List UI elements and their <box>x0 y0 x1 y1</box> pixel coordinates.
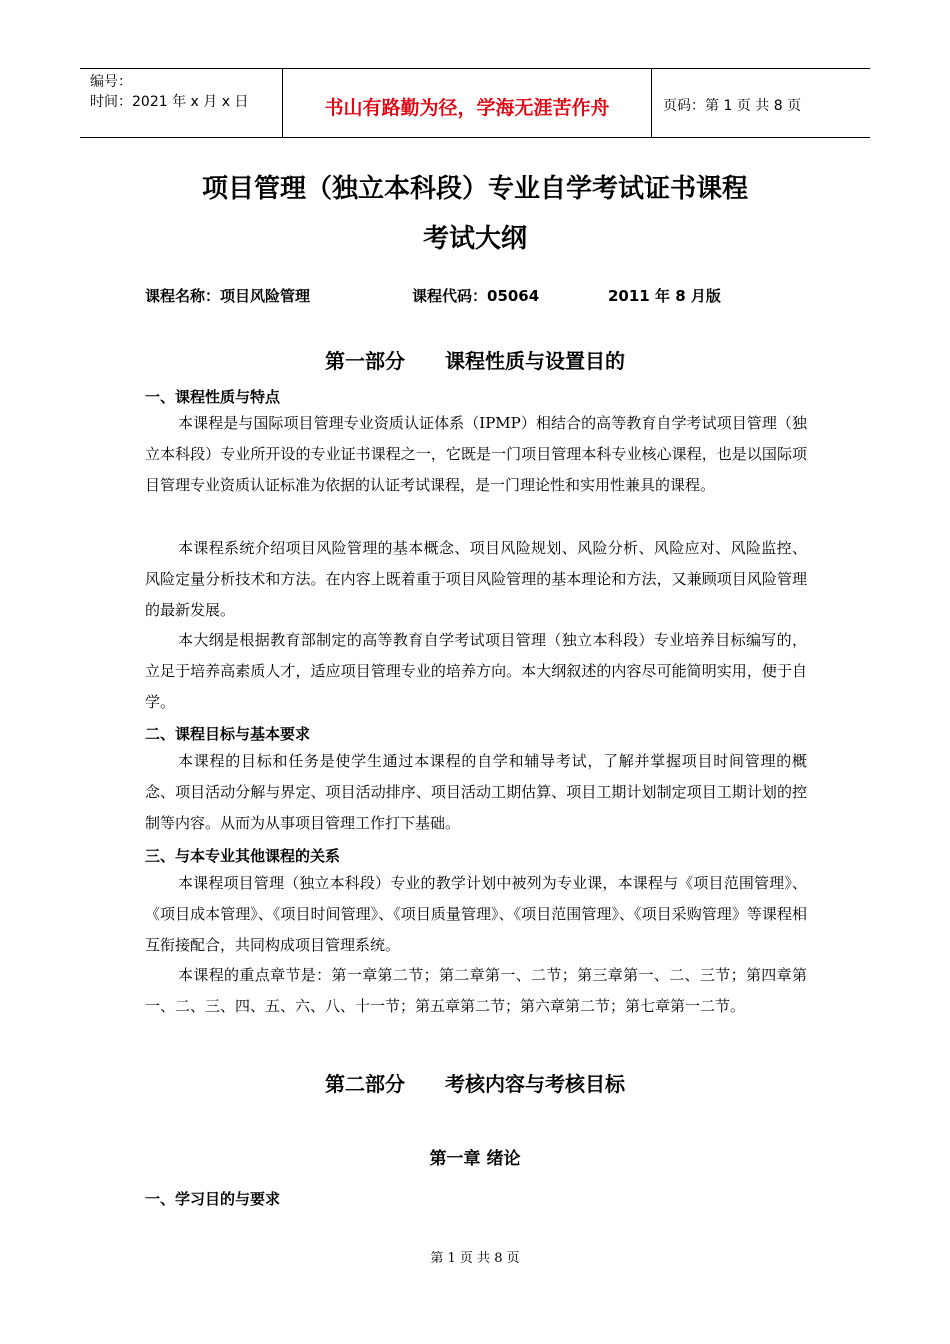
part2-heading-number: 第二部分 <box>325 1072 405 1096</box>
section-title: 一、课程性质与特点 <box>145 388 281 406</box>
document-header <box>80 68 870 138</box>
paragraph: 本课程的目标和任务是使学生通过本课程的自学和辅导考试，了解并掌握项目时间管理的概念、项目活动分解与界定、项目活动排序、项目活动工期估算、项目工期计划制定项目工期计划的控制等内容。从而为从事项目管理工作打下基础。 <box>145 752 807 832</box>
part1-heading-number: 第一部分 <box>325 349 405 373</box>
course-edition: 2011 年 8 月版 <box>608 287 721 305</box>
header-page-info: 页码：第 1 页 共 8 页 <box>663 98 802 114</box>
course-code: 课程代码：05064 <box>412 287 540 305</box>
header-motto: 书山有路勤为径，学海无涯苦作舟 <box>282 69 652 137</box>
document-time-label: 时间：2021 年 x 月 x 日 <box>90 94 249 110</box>
paragraph: 本课程系统介绍项目风险管理的基本概念、项目风险规划、风险分析、风险应对、风险监控、风险定量分析技术和方法。在内容上既着重于项目风险管理的基本理论和方法，又兼顾项目风险管理的最新发展。 <box>145 539 807 619</box>
paragraph: 本课程的重点章节是：第一章第二节；第二章第一、二节；第三章第一、二、三节；第四章第一、二、三、四、五、六、八、十一节；第五章第二节；第六章第二节；第七章第一二节。 <box>145 966 807 1015</box>
section-title: 二、课程目标与基本要求 <box>145 725 311 743</box>
part2-heading <box>0 1068 950 1097</box>
chapter-heading: 第一章 绪论 <box>429 1149 521 1169</box>
section-title: 一、学习目的与要求 <box>145 1190 281 1208</box>
course-name: 课程名称：项目风险管理 <box>145 287 311 305</box>
part2-heading-title: 考核内容与考核目标 <box>445 1072 625 1096</box>
document-title-line1: 项目管理（独立本科段）专业自学考试证书课程 <box>201 174 748 204</box>
page-footer: 第 1 页 共 8 页 <box>430 1251 520 1266</box>
paragraph: 本大纲是根据教育部制定的高等教育自学考试项目管理（独立本科段）专业培养目标编写的，立足于培养高素质人才，适应项目管理专业的培养方向。本大纲叙述的内容尽可能简明实用，便于自学。 <box>145 631 807 711</box>
document-number-label: 编号： <box>90 74 132 90</box>
paragraph: 本课程项目管理（独立本科段）专业的教学计划中被列为专业课，本课程与《项目范围管理》、《项目成本管理》、《项目时间管理》、《项目质量管理》、《项目范围管理》、《项目采购管理》等课程相互衔接配合，共同构成项目管理系统。 <box>145 874 807 954</box>
header-left-cell <box>80 69 280 137</box>
section-title: 三、与本专业其他课程的关系 <box>145 847 341 865</box>
paragraph: 本课程是与国际项目管理专业资质认证体系（IPMP）相结合的高等教育自学考试项目管理（独立本科段）专业所开设的专业证书课程之一，它既是一门项目管理本科专业核心课程，也是以国际项目管理专业资质认证标准为依据的认证考试课程，是一门理论性和实用性兼具的课程。 <box>145 414 807 494</box>
document-title-line2: 考试大纲 <box>422 224 527 254</box>
part1-heading <box>0 345 950 374</box>
part1-heading-title: 课程性质与设置目的 <box>445 349 625 373</box>
